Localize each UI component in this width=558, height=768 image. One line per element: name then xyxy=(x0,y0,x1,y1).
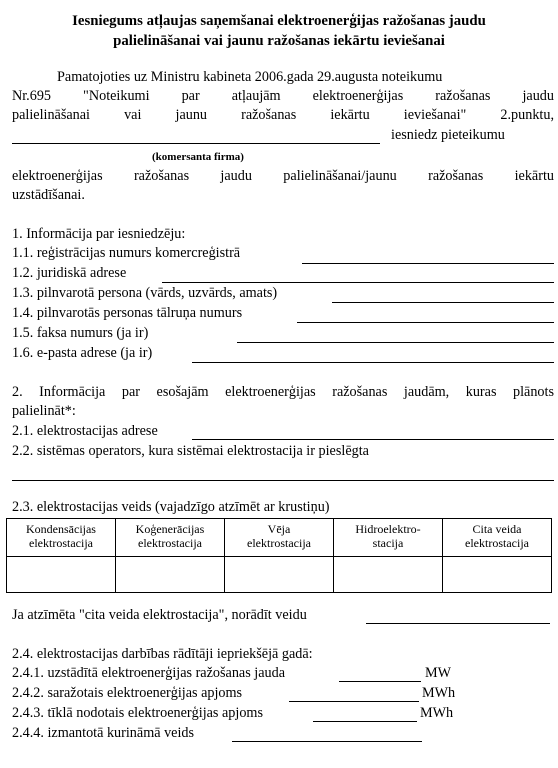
field-label-other-type: Ja atzīmēta "cita veida elektrostacija", norādīt veidu xyxy=(12,607,307,623)
intro-line4-suffix: iesniedz pieteikumu xyxy=(391,127,505,143)
field-label-installed-capacity: 2.4.1. uzstādītā elektroenerģijas ražošanas jauda xyxy=(12,665,285,681)
legal-address-field[interactable] xyxy=(162,282,554,283)
table-header-row xyxy=(7,519,552,557)
email-field[interactable] xyxy=(192,362,554,363)
section2-heading-line1: 2. Informācija par esošajām elektroenerģijas ražošanas jaudām, kuras plānots xyxy=(12,384,554,400)
checkbox-cell-hydro[interactable] xyxy=(334,557,443,593)
column-header-hydro: Hidroelektro- stacija xyxy=(334,519,443,557)
unit-mw: MW xyxy=(425,665,452,681)
authorized-person-field[interactable] xyxy=(332,302,554,303)
checkbox-cell-condensing[interactable] xyxy=(7,557,116,593)
intro-line1: Pamatojoties uz Ministru kabineta 2006.gada 29.augusta noteikumu xyxy=(57,69,443,85)
station-address-field[interactable] xyxy=(192,439,554,440)
station-type-table xyxy=(6,518,552,593)
column-header-condensing: Kondensācijas elektrostacija xyxy=(7,519,116,557)
system-operator-field[interactable] xyxy=(12,480,554,481)
intro-line3: palielināšanai vai jaunu ražošanas iekārtu ieviešanai" 2.punktu, xyxy=(12,107,554,123)
checkbox-cell-wind[interactable] xyxy=(225,557,334,593)
field-label-phone: 1.4. pilnvarotās personas tālruņa numurs xyxy=(12,305,243,321)
fax-field[interactable] xyxy=(237,342,554,343)
field-label-fuel-type: 2.4.4. izmantotā kurināmā veids xyxy=(12,725,195,741)
grid-volume-field[interactable] xyxy=(313,721,417,722)
company-name-caption: (komersanta firma) xyxy=(152,151,244,163)
field-label-fax: 1.5. faksa numurs (ja ir) xyxy=(12,325,149,341)
column-header-cogeneration: Koģenerācijas elektrostacija xyxy=(116,519,225,557)
produced-volume-field[interactable] xyxy=(289,701,419,702)
section1-heading: 1. Informācija par iesniedzēju: xyxy=(12,226,186,242)
table-row xyxy=(7,557,552,593)
company-name-field[interactable] xyxy=(12,143,380,144)
intro-line6: uzstādīšanai. xyxy=(12,187,85,203)
phone-field[interactable] xyxy=(297,322,554,323)
station-type-heading: 2.3. elektrostacijas veids (vajadzīgo atzīmēt ar krustiņu) xyxy=(12,499,330,515)
field-label-produced-volume: 2.4.2. saražotais elektroenerģijas apjoms xyxy=(12,685,243,701)
document-title-line1: Iesniegums atļaujas saņemšanai elektroenerģijas ražošanas jaudu xyxy=(72,13,486,29)
section2-heading-line2: palielināt*: xyxy=(12,403,76,419)
registration-number-field[interactable] xyxy=(302,263,554,264)
checkbox-cell-cogeneration[interactable] xyxy=(116,557,225,593)
field-label-email: 1.6. e-pasta adrese (ja ir) xyxy=(12,345,153,361)
document-title-line2: palielināšanai vai jaunu ražošanas iekārtu ieviešanai xyxy=(113,33,445,49)
field-label-legal-address: 1.2. juridiskā adrese xyxy=(12,265,127,281)
column-header-other: Cita veida elektrostacija xyxy=(443,519,552,557)
column-header-wind: Vēja elektrostacija xyxy=(225,519,334,557)
unit-mwh-produced: MWh xyxy=(422,685,456,701)
field-label-registration-number: 1.1. reģistrācijas numurs komercreģistrā xyxy=(12,245,241,261)
field-label-station-address: 2.1. elektrostacijas adrese xyxy=(12,423,158,439)
field-label-system-operator: 2.2. sistēmas operators, kura sistēmai elektrostacija ir pieslēgta xyxy=(12,443,369,459)
checkbox-cell-other[interactable] xyxy=(443,557,552,593)
field-label-authorized-person: 1.3. pilnvarotā persona (vārds, uzvārds, amats) xyxy=(12,285,278,301)
unit-mwh-grid: MWh xyxy=(420,705,454,721)
installed-capacity-field[interactable] xyxy=(339,681,421,682)
fuel-type-field[interactable] xyxy=(232,741,422,742)
other-type-field[interactable] xyxy=(366,623,550,624)
field-label-grid-volume: 2.4.3. tīklā nodotais elektroenerģijas apjoms xyxy=(12,705,263,721)
intro-line5: elektroenerģijas ražošanas jaudu palielināšanai/jaunu ražošanas iekārtu xyxy=(12,168,554,184)
intro-line2: Nr.695 "Noteikumi par atļaujām elektroenerģijas ražošanas jaudu xyxy=(12,88,554,104)
section2-4-heading: 2.4. elektrostacijas darbības rādītāji iepriekšējā gadā: xyxy=(12,646,313,662)
